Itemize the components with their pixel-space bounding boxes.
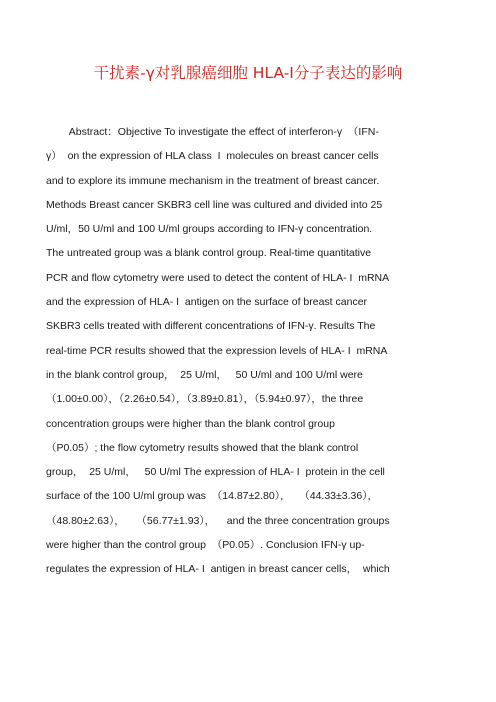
abstract-line: and to explore its immune mechanism in the treatment of breast cancer. [46, 174, 380, 187]
abstract-line: and the expression of HLA- I antigen on the surface of breast cancer [46, 296, 368, 309]
abstract-line: （1.00±0.00），（2.26±0.54），（3.89±0.81），（5.94±0.97），the three [46, 393, 364, 406]
abstract-line: （P0.05）; the flow cytometry results showed that the blank control [46, 441, 359, 454]
abstract-line: regulates the expression of HLA- I antigen in breast cancer cells， which [46, 563, 390, 576]
abstract-line: PCR and flow cytometry were used to detect the content of HLA- I mRNA [46, 271, 390, 284]
abstract-line: γ） on the expression of HLA class I molecules on breast cancer cells [46, 150, 379, 163]
abstract-paragraph [46, 120, 456, 582]
abstract-line: U/ml，50 U/ml and 100 U/ml groups according to IFN-γ concentration. [46, 223, 373, 236]
abstract-line: concentration groups were higher than the blank control group [46, 417, 335, 430]
abstract-line: SKBR3 cells treated with different concentrations of IFN-γ. Results The [46, 320, 376, 333]
abstract-line: The untreated group was a blank control group. Real-time quantitative [46, 247, 372, 260]
abstract-line: （48.80±2.63）， （56.77±1.93）， and the three concentration groups [46, 514, 390, 527]
abstract-line: surface of the 100 U/ml group was （14.87±2.80）， （44.33±3.36）， [46, 490, 378, 503]
abstract-line: real-time PCR results showed that the expression levels of HLA- I mRNA [46, 344, 388, 357]
abstract-line: Abstract：Objective To investigate the effect of interferon-γ （IFN- [46, 126, 379, 138]
abstract-line: in the blank control group， 25 U/ml， 50 U/ml and 100 U/ml were [46, 368, 363, 381]
document-title: 干扰素-γ对乳腺癌细胞 HLA-I分子表达的影响 [93, 64, 403, 82]
abstract-line: group， 25 U/ml， 50 U/ml The expression of HLA- I protein in the cell [46, 466, 385, 479]
abstract-line: were higher than the control group （P0.05）. Conclusion IFN-γ up- [46, 539, 365, 552]
abstract-line: Methods Breast cancer SKBR3 cell line was cultured and divided into 25 [46, 198, 383, 211]
